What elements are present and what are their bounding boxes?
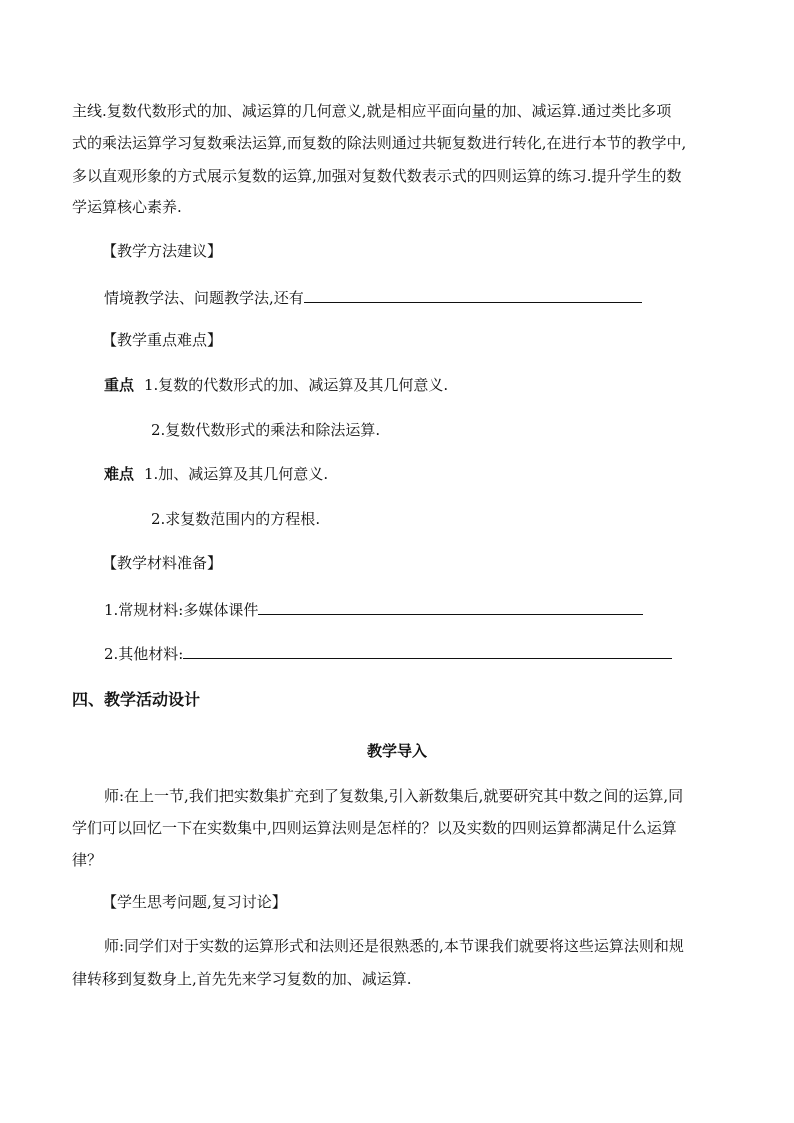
materials-item-2-line: [104, 642, 672, 664]
difficulty-label: 难点: [104, 465, 135, 483]
intro-line-2: 式的乘法运算学习复数乘法运算,而复数的除法则通过共轭复数进行转化,在进行本节的教学中,: [72, 134, 687, 152]
focus-heading: 【教学重点难点】: [102, 331, 223, 349]
activity-section-title: 四、教学活动设计: [72, 690, 201, 709]
materials-heading: 【教学材料准备】: [102, 554, 223, 572]
difficulty-item-1: 1.加、减运算及其几何意义.: [144, 465, 329, 483]
activity-subtitle: 教学导入: [366, 742, 427, 760]
key-item-1: 1.复数的代数形式的加、减运算及其几何意义.: [144, 376, 449, 394]
teacher-intro-line-3: 律？: [72, 851, 103, 869]
method-heading: 【教学方法建议】: [102, 242, 223, 260]
materials-item-1-blank: [258, 598, 643, 615]
teacher-followup-line-1: 师:同学们对于实数的运算形式和法则还是很熟悉的,本节课我们就要将这些运算法则和规: [104, 937, 684, 955]
method-blank-line: [304, 286, 642, 303]
materials-item-1-line: [104, 598, 643, 620]
intro-line-1: 主线.复数代数形式的加、减运算的几何意义,就是相应平面向量的加、减运算.通过类比多项: [72, 102, 672, 120]
intro-line-4: 学运算核心素养.: [72, 198, 182, 216]
difficulty-item-2: 2.求复数范围内的方程根.: [151, 510, 321, 528]
student-heading: 【学生思考问题,复习讨论】: [102, 893, 287, 911]
key-label: 重点: [104, 376, 135, 394]
key-item-2: 2.复数代数形式的乘法和除法运算.: [151, 421, 381, 439]
method-line: [104, 286, 642, 308]
materials-item-2-blank: [183, 642, 672, 659]
method-text: 情境教学法、问题教学法,还有: [104, 289, 304, 307]
materials-item-2: 2.其他材料:: [104, 645, 184, 663]
teacher-followup-line-2: 律转移到复数身上,首先先来学习复数的加、减运算.: [72, 970, 412, 988]
teacher-intro-line-1: 师:在上一节,我们把实数集扩充到了复数集,引入新数集后,就要研究其中数之间的运算,同: [104, 787, 684, 805]
materials-item-1: 1.常规材料:多媒体课件: [104, 601, 259, 619]
intro-line-3: 多以直观形象的方式展示复数的运算,加强对复数代数表示式的四则运算的练习.提升学生的数: [72, 167, 682, 185]
teacher-intro-line-2: 学们可以回忆一下在实数集中,四则运算法则是怎样的？以及实数的四则运算都满足什么运算: [72, 819, 677, 837]
